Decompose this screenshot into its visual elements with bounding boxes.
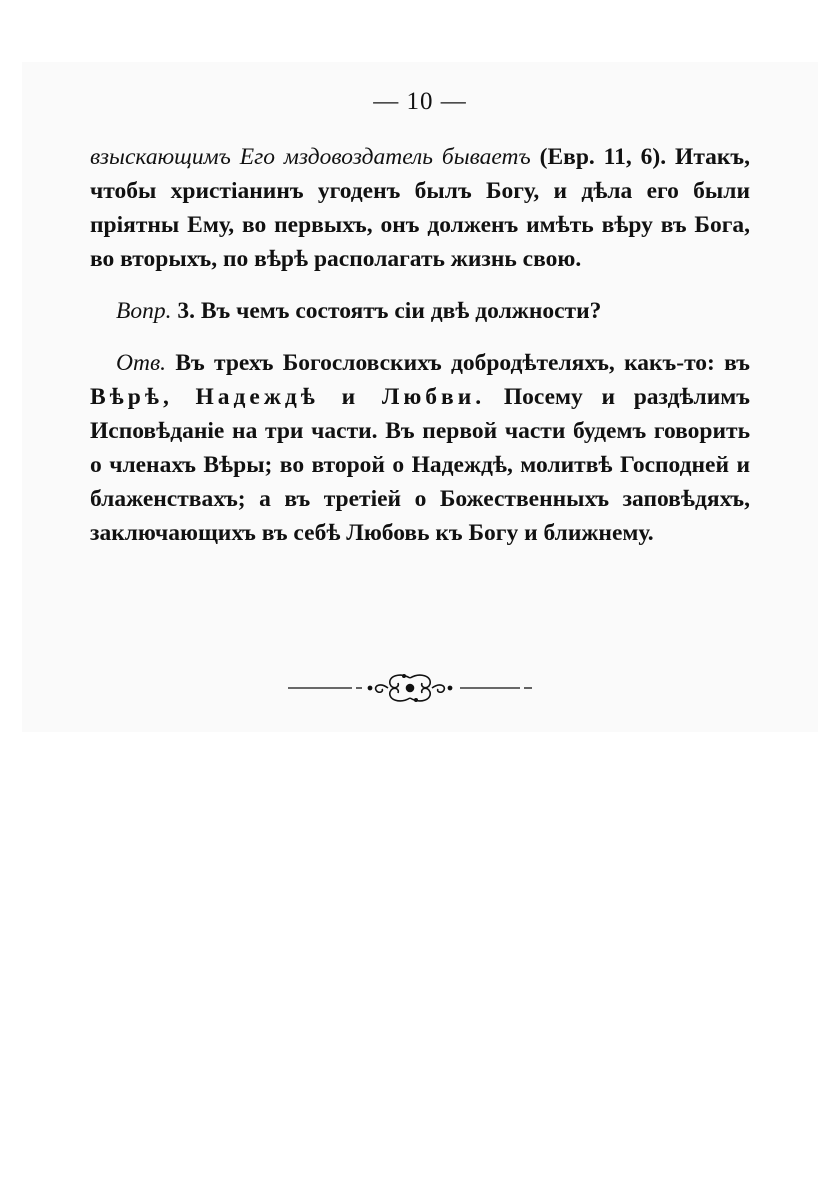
paragraph-continuation (90, 140, 750, 276)
text-body (90, 140, 750, 568)
answer-text: Посему и раздѣлимъ Исповѣданіе на три части. Въ первой части будемъ говорить о членахъ Вѣры; во второй о Надеждѣ, молитвѣ Господней и блаженствахъ; а въ третіей о Божественныхъ заповѣдяхъ, заключающихъ въ себѣ Любовь къ Богу и ближнему. (90, 384, 750, 546)
question-text: 3. Въ чемъ состоятъ сіи двѣ должности? (177, 298, 602, 324)
answer-intro: Въ трехъ Богословскихъ добродѣтеляхъ, какъ-то: въ (175, 350, 750, 376)
scripture-quote: взыскающимъ Его мздовоздатель бываетъ (90, 144, 531, 170)
question-label: Вопр. (116, 298, 172, 324)
answer-label: Отв. (116, 350, 167, 376)
fleuron-icon (368, 675, 451, 701)
scripture-reference: (Евр. 11, 6). Итакъ, (539, 144, 751, 170)
question-paragraph (90, 294, 750, 328)
virtues-spaced: Вѣрѣ, Надеждѣ и Любви. (90, 384, 486, 410)
paragraph-text: чтобы христіанинъ угоденъ былъ Богу, и дѣла его были пріятны Ему, во первыхъ, онъ долженъ имѣть вѣру въ Бога, во вторыхъ, по вѣрѣ располагать жизнь свою. (90, 178, 750, 272)
answer-paragraph (90, 346, 750, 550)
page-number: — 10 — (373, 88, 467, 115)
ornament-divider (280, 668, 540, 708)
